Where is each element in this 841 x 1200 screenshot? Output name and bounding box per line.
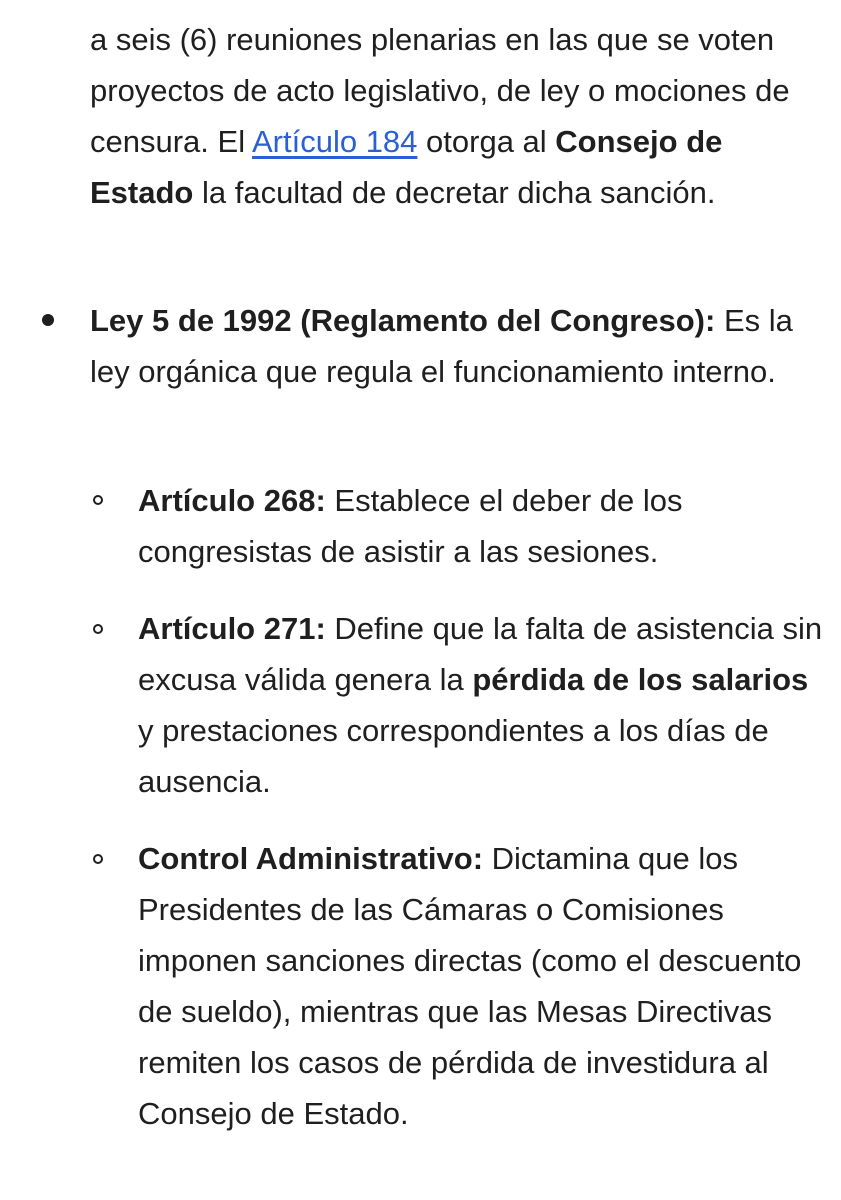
ley-5-title: Ley 5 de 1992 (Reglamento del Congreso):	[90, 303, 716, 338]
article-184-link[interactable]: Artículo 184	[251, 124, 418, 159]
articulo-268-title: Artículo 268:	[138, 483, 326, 518]
perdida-salarios-bold: pérdida de los salarios	[472, 662, 809, 697]
sub-bullet-circle-icon	[93, 495, 103, 505]
intro-text-1: a seis (6) reuniones plenarias en las que se voten proyectos de acto legislativo, de ley o mociones de censura. El	[90, 22, 790, 159]
ley-5-list-item	[90, 295, 820, 397]
articulo-271-title: Artículo 271:	[138, 611, 326, 646]
sub-bullet-circle-icon	[93, 624, 103, 634]
articulo-268-text: Establece el deber de los congresistas de asistir a las sesiones.	[138, 483, 683, 569]
sub-bullet-circle-icon	[93, 854, 103, 864]
articulo-268-item	[138, 475, 828, 577]
control-administrativo-text: Dictamina que los Presidentes de las Cámaras o Comisiones imponen sanciones directas (como el descuento de sueldo), mientras que las Mesas Directivas remiten los casos de pérdida de investidura al Consejo de Estado.	[138, 841, 802, 1131]
consejo-de-estado-bold: Consejo de Estado	[90, 124, 723, 210]
bullet-dot-icon	[42, 314, 54, 326]
articulo-271-text-2: y prestaciones correspondientes a los días de ausencia.	[138, 713, 769, 799]
articulo-271-item	[138, 603, 828, 807]
intro-paragraph	[90, 14, 820, 218]
articulo-271-text-1: Define que la falta de asistencia sin excusa válida genera la	[138, 611, 823, 697]
control-administrativo-title: Control Administrativo:	[138, 841, 484, 876]
intro-text-3: la facultad de decretar dicha sanción.	[193, 175, 716, 210]
control-administrativo-item	[138, 833, 828, 1139]
intro-text-2: otorga al	[417, 124, 556, 159]
ley-5-text: Es la ley orgánica que regula el funcionamiento interno.	[90, 303, 793, 389]
